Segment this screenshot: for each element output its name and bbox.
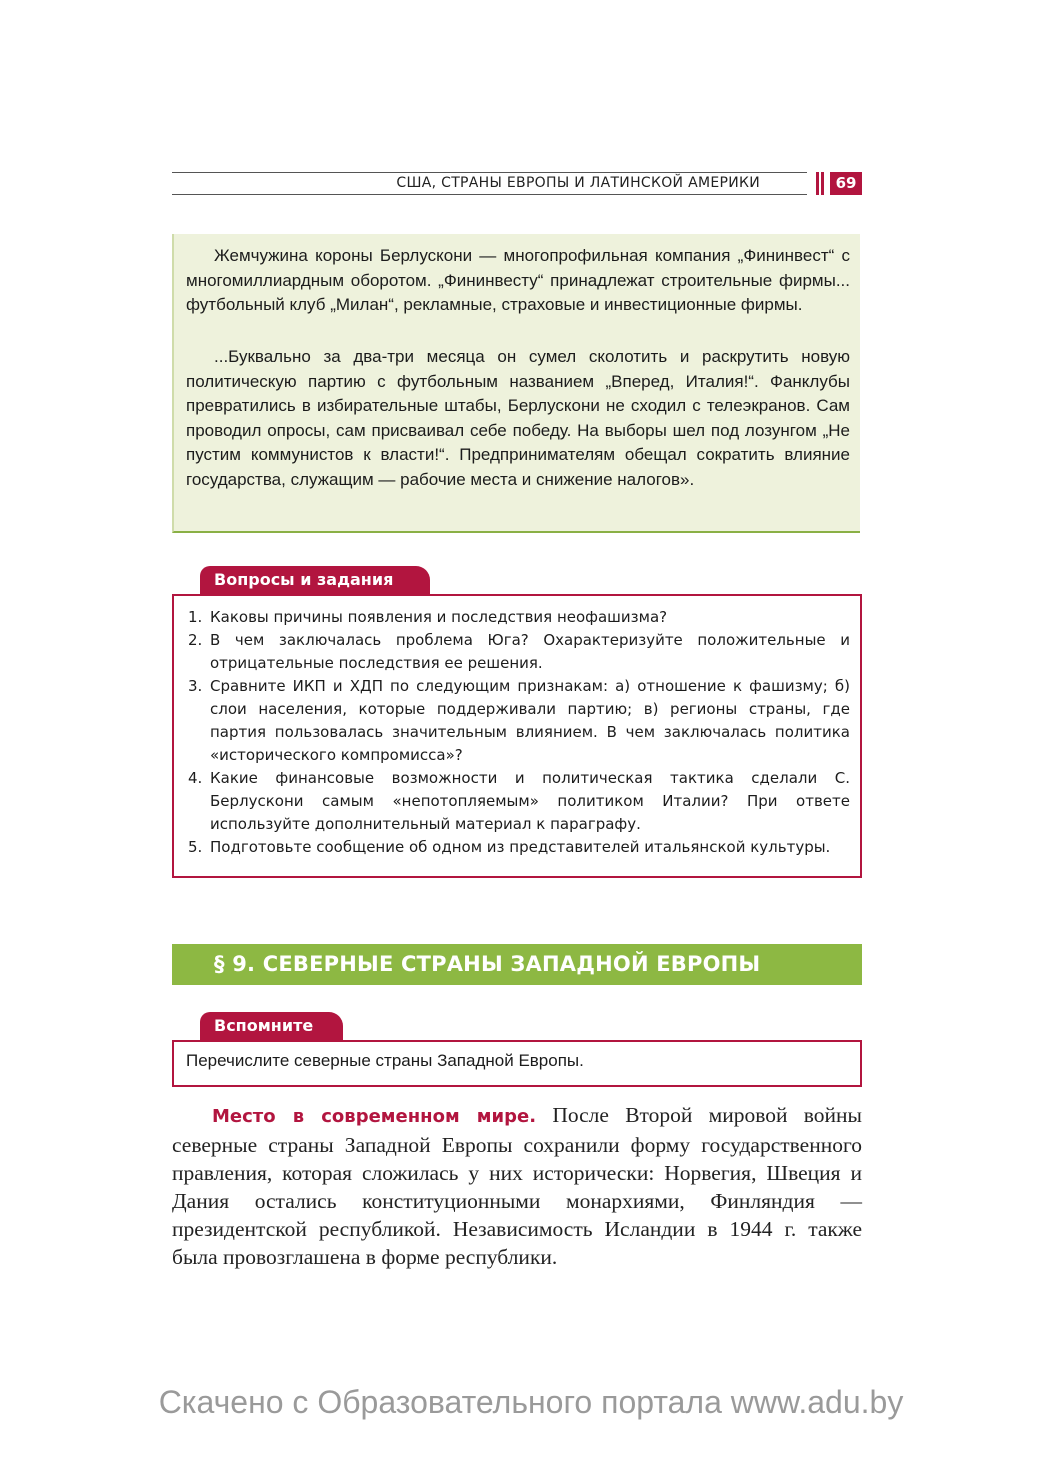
question-item (188, 767, 850, 836)
paragraph-text: После Второй мировой войны северные страны Западной Европы сохранили форму государственного правления, которая сложилась у них исторически: Норвегия, Швеция и Дания остались конституционными монархиями, Финляндия — президентской республикой. Независимость Исландии в 1944 г. также была провозглашена в форме республики. (172, 1103, 862, 1269)
question-text: Подготовьте сообщение об одном из представителей итальянской культуры. (210, 838, 831, 856)
question-number: 2. (188, 631, 203, 649)
question-text: Сравните ИКП и ХДП по следующим признакам: а) отношение к фашизму; б) слои населения, которые поддерживали партию; в) регионы страны, где партия пользовалась значительным влиянием. В чем заключалась политика «исторического компромисса»? (210, 677, 850, 764)
questions-box (172, 594, 862, 878)
quote-paragraph-1: Жемчужина короны Берлускони — многопрофильная компания „Фининвест“ с многомиллиардным оборотом. „Фининвесту“ принадлежат строительные фирмы... футбольный клуб „Милан“, рекламные, страховые и инвестиционные фирмы. (186, 246, 850, 315)
header-rule-bottom (172, 194, 807, 195)
remember-tab: Вспомните (200, 1012, 343, 1040)
remember-text: Перечислите северные страны Западной Европы. (186, 1051, 584, 1070)
question-item (188, 675, 850, 767)
question-text: Какие финансовые возможности и политическая тактика сделали С. Берлускони самым «непотопляемым» политиком Италии? При ответе используйте дополнительный материал к параграфу. (210, 769, 850, 833)
page-number-bars (816, 172, 826, 195)
remember-box (172, 1040, 862, 1087)
running-title: США, СТРАНЫ ЕВРОПЫ И ЛАТИНСКОЙ АМЕРИКИ (396, 175, 760, 191)
question-item (188, 606, 850, 629)
section-heading-bar (172, 944, 862, 985)
question-number: 3. (188, 677, 203, 695)
footer-watermark: Скачено с Образовательного портала www.adu.by (158, 1384, 904, 1420)
header-rule-top (172, 172, 807, 173)
question-number: 5. (188, 838, 203, 856)
question-number: 1. (188, 608, 203, 626)
question-text: В чем заключалась проблема Юга? Охарактеризуйте положительные и отрицательные последствия ее решения. (210, 631, 850, 672)
questions-tab: Вопросы и задания (200, 566, 430, 594)
section-title: § 9. СЕВЕРНЫЕ СТРАНЫ ЗАПАДНОЙ ЕВРОПЫ (214, 952, 761, 976)
question-item (188, 836, 850, 859)
paragraph-lead: Место в современном мире. (212, 1106, 537, 1127)
body-paragraph (172, 1101, 862, 1271)
running-header (172, 172, 862, 198)
questions-list (188, 606, 850, 859)
quote-paragraph-2: ...Буквально за два-три месяца он сумел сколотить и раскрутить новую политическую партию с футбольным названием „Вперед, Италия!“. Фанклубы превратились в избирательные штабы, Берлускони не сходил с телеэкранов. Сам проводил опросы, сам присваивал себе победу. На выборы шел под лозунгом „Не пустим коммунистов к власти!“. Предпринимателям обещал сократить влияние государства, служащим — рабочие места и снижение налогов». (186, 347, 850, 489)
page-number: 69 (830, 172, 862, 195)
question-item (188, 629, 850, 675)
quote-box (172, 234, 860, 533)
bar-decoration (816, 172, 819, 195)
question-number: 4. (188, 769, 203, 787)
bar-decoration (821, 172, 824, 195)
question-text: Каковы причины появления и последствия неофашизма? (210, 608, 668, 626)
